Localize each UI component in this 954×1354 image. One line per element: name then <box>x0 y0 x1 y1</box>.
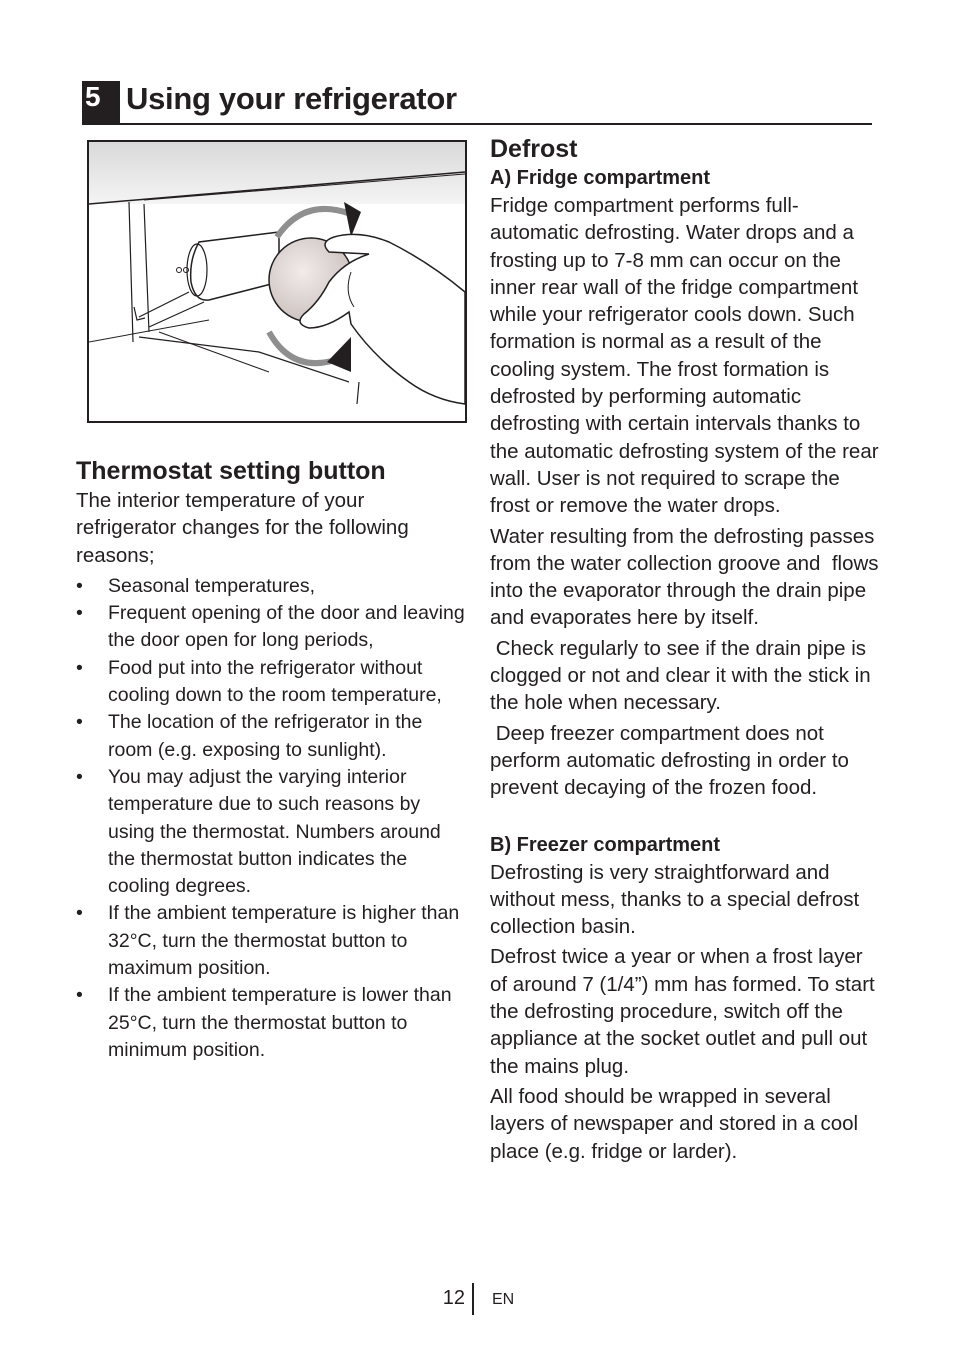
bullet-icon: • <box>76 602 83 625</box>
freezer-paragraph: Defrosting is very straightforward and without mess, thanks to a special defrost collection basin. <box>490 860 865 939</box>
thermostat-illustration <box>87 140 467 423</box>
fridge-paragraph: Fridge compartment performs full-automatic defrosting. Water drops and a frosting up to 7-8 mm can occur on the inner rear wall of the fridge compartment while your refrigerator cools down. Such formation is normal as a result of the cooling system. The frost formation is defrosted by performing automatic defrosting with certain intervals thanks to the automatic defrosting system of the rear wall. User is not required to scrape the frost or remove the water drops. <box>490 194 885 518</box>
list-item: • If the ambient temperature is higher than 32°C, turn the thermostat button to maximum position. <box>76 902 460 980</box>
fridge-paragraph: Check regularly to see if the drain pipe is clogged or not and clear it with the stick in the hole when necessary. <box>490 636 877 715</box>
freezer-compartment-subheading: B) Freezer compartment <box>490 833 721 856</box>
fridge-paragraph: Water resulting from the defrosting passes from the water collection groove and flows into the evaporator through the drain pipe and evaporates here by itself. <box>490 524 885 630</box>
thermostat-reasons-list <box>76 573 466 1064</box>
bullet-icon: • <box>76 984 83 1007</box>
list-item: • Frequent opening of the door and leaving the door open for long periods, <box>76 602 465 652</box>
footer-divider <box>472 1283 474 1315</box>
chapter-title: Using your refrigerator <box>126 81 457 116</box>
language-code: EN <box>492 1291 515 1308</box>
list-item: • Food put into the refrigerator without cooling down to the room temperature, <box>76 656 442 707</box>
thermostat-section <box>76 455 466 1064</box>
list-item: • If the ambient temperature is lower than 25°C, turn the thermostat button to minimum position. <box>76 984 452 1061</box>
thermostat-intro: The interior temperature of your refrigerator changes for the following reasons; <box>76 489 415 567</box>
bullet-icon: • <box>76 574 83 597</box>
page-footer <box>0 1283 954 1315</box>
fridge-compartment-subheading: A) Fridge compartment <box>490 167 711 189</box>
thermostat-heading: Thermostat setting button <box>76 457 386 485</box>
list-item: • You may adjust the varying interior temperature due to such reasons by using the thermostat. Numbers around the thermostat button indicates the cooling degrees. <box>76 765 441 898</box>
bullet-icon: • <box>76 656 83 679</box>
freezer-paragraph: All food should be wrapped in several layers of newspaper and stored in a cool place (e.g. fridge or larder). <box>490 1084 864 1163</box>
chapter-number-badge: 5 <box>82 81 120 123</box>
bullet-icon: • <box>76 711 83 734</box>
fridge-paragraph: Deep freezer compartment does not perform automatic defrosting in order to prevent decaying of the frozen food. <box>490 721 855 800</box>
list-item: • Seasonal temperatures, <box>76 573 466 600</box>
freezer-paragraph: Defrost twice a year or when a frost layer of around 7 (1/4”) mm has formed. To start the defrosting procedure, switch off the appliance at the socket outlet and pull out the mains plug. <box>490 945 881 1078</box>
defrost-section <box>490 133 885 1165</box>
chapter-header <box>82 81 872 125</box>
defrost-heading: Defrost <box>490 135 578 163</box>
page-number: 12 <box>442 1287 465 1309</box>
list-item: • The location of the refrigerator in the room (e.g. exposing to sunlight). <box>76 711 423 761</box>
bullet-icon: • <box>76 902 83 925</box>
bullet-icon: • <box>76 765 83 788</box>
